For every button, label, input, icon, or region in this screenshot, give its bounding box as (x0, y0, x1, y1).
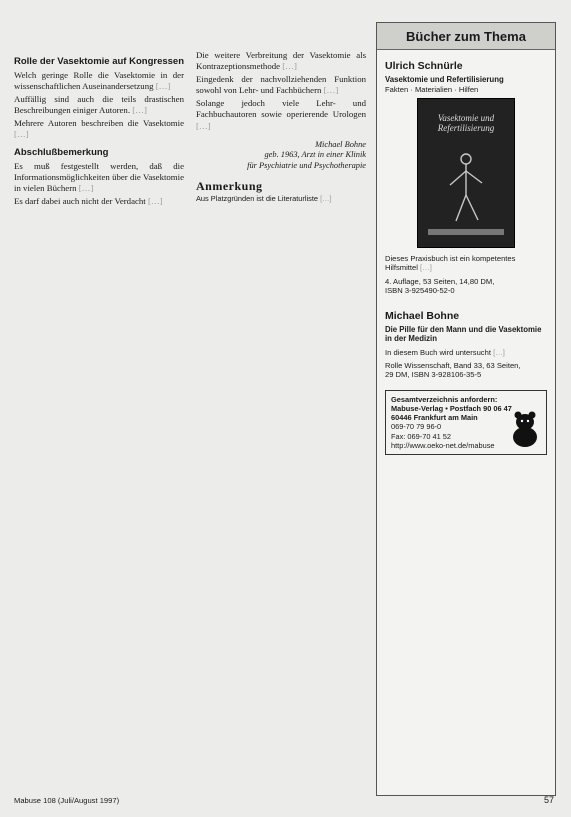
left-paragraph-2: Auffällig sind auch die teils drastischen Beschreibungen einiger Autoren. […] (14, 94, 184, 116)
book-2-meta (385, 361, 547, 380)
illegible-text-marker: […] (282, 61, 297, 72)
left-paragraph-1: Welch geringe Rolle die Vasektomie in der wissenschaftlichen Auseinandersetzung […] (14, 70, 184, 92)
left-paragraph-5: Es darf dabei auch nicht der Verdacht […] (14, 195, 163, 206)
anmerkung-text: Aus Platzgründen ist die Literaturliste […] (196, 194, 332, 204)
book-2-author: Michael Bohne (385, 309, 460, 322)
order-heading: Gesamtverzeichnis anfordern: (391, 394, 498, 404)
illegible-text-marker: […] (132, 105, 147, 116)
middle-paragraph-2: Eingedenk der nachvollziehenden Funktion sowohl von Lehr- und Fachbüchern […] (196, 74, 366, 96)
book-1-isbn: ISBN 3-925490-52-0 (385, 286, 455, 296)
book-1-cover-image (417, 98, 515, 248)
book-1 (377, 50, 555, 300)
book-1-meta (385, 277, 547, 296)
author-name: Michael Bohne (315, 139, 366, 149)
page-number: 57 (543, 795, 554, 805)
book-2-publisher: Rolle Wissenschaft, Band 33, 63 Seiten, (385, 361, 521, 371)
publisher-logo-icon (510, 409, 540, 447)
issue-label: Mabuse 108 (Juli/August 1997) (14, 796, 120, 805)
section-heading-kongresse: Rolle der Vasektomie auf Kongressen (14, 56, 184, 67)
book-1-edition: 4. Auflage, 53 Seiten, 14,80 DM, (385, 276, 495, 286)
book-1-cover-title: Vasektomie und Refertilisierung (437, 113, 495, 133)
order-url[interactable]: http://www.oeko-net.de/mabuse (391, 440, 495, 450)
order-city: 60446 Frankfurt am Main (391, 413, 478, 423)
illegible-text-marker: […] (323, 85, 339, 96)
book-2 (377, 300, 555, 384)
order-tel: 069-70 79 96-0 (391, 422, 442, 432)
sidebar-banner: Bücher zum Thema (377, 23, 555, 50)
illegible-text-marker: […] (155, 81, 171, 92)
order-publisher: Mabuse-Verlag • Postfach 90 06 47 (391, 404, 512, 414)
middle-paragraph-3: Solange jedoch viele Lehr- und Fachbuchautoren sowie operierende Urologen […] (196, 98, 366, 131)
book-2-description: In diesem Buch wird untersucht […] (385, 347, 505, 357)
illegible-text-marker: […] (196, 120, 211, 131)
book-1-description: Dieses Praxisbuch ist ein kompetentes Hilfsmittel […] (385, 254, 516, 273)
book-2-title: Die Pille für den Mann und die Vasektomie in der Medizin (385, 324, 542, 344)
illegible-text-marker: […] (320, 194, 332, 204)
author-line-1: geb. 1963, Arzt in einer Klinik (264, 150, 366, 160)
cover-figure-illustration (418, 99, 514, 247)
order-fax: Fax: 069-70 41 52 (391, 431, 451, 441)
illegible-text-marker: […] (14, 129, 29, 140)
left-paragraph-3: Mehrere Autoren beschreiben die Vasektomie […] (14, 118, 184, 140)
section-heading-abschluss: Abschlußbemerkung (14, 146, 109, 158)
book-1-author: Ulrich Schnürle (385, 60, 463, 72)
illegible-text-marker: […] (78, 182, 94, 193)
author-caption (196, 140, 366, 172)
middle-column (196, 50, 366, 788)
anmerkung-title: Anmerkung (196, 179, 263, 194)
author-line-2: für Psychiatrie und Psychotherapie (247, 160, 366, 170)
books-sidebar (376, 22, 556, 796)
left-column (14, 50, 184, 788)
illegible-text-marker: […] (420, 263, 432, 273)
illegible-text-marker: […] (493, 347, 505, 357)
middle-paragraph-1: Die weitere Verbreitung der Vasektomie als Kontrazeptionsmethode […] (196, 50, 366, 72)
book-2-price-isbn: 29 DM, ISBN 3-928106-35-5 (385, 370, 482, 380)
book-1-title: Vasektomie und Refertilisierung (385, 75, 504, 84)
illegible-text-marker: […] (147, 195, 163, 206)
book-1-subtitle: Fakten · Materialien · Hilfen (385, 84, 479, 94)
order-box (385, 390, 547, 455)
page-footer (14, 794, 554, 808)
left-paragraph-4: Es muß festgestellt werden, daß die Informationsmöglichkeiten über die Vasektomie in vielen Büchern […] (14, 160, 184, 193)
